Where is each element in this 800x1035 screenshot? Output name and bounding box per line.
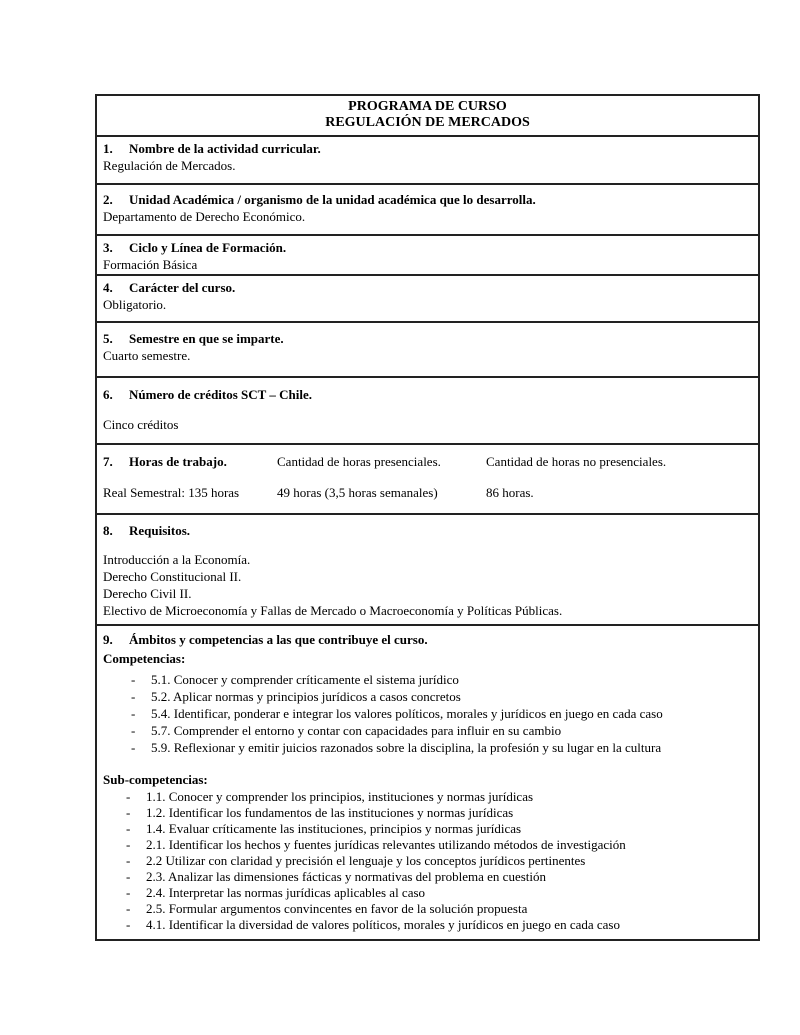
blank-line xyxy=(103,403,750,416)
section-heading xyxy=(103,522,750,539)
section-heading xyxy=(103,386,750,403)
section-heading xyxy=(103,239,750,256)
subcompetencia-item xyxy=(103,901,750,917)
section-ambitos-competencias xyxy=(97,624,758,939)
subcompetencia-text: 1.2. Identificar los fundamentos de las instituciones y normas jurídicas xyxy=(146,805,514,820)
course-program-table xyxy=(95,94,760,941)
horas-no-presenciales-header: Cantidad de horas no presenciales. xyxy=(486,454,667,469)
section-number: 6. xyxy=(103,387,113,402)
subcompetencia-text: 2.1. Identificar los hechos y fuentes jurídicas relevantes utilizando métodos de investigación xyxy=(146,837,626,852)
subcompetencias-label: Sub-competencias: xyxy=(103,772,208,787)
section-unidad-academica xyxy=(97,183,758,234)
requisito-item: Derecho Constitucional II. xyxy=(103,569,242,584)
section-title: Semestre en que se imparte. xyxy=(129,331,284,346)
section-semestre xyxy=(97,321,758,376)
section-value: Formación Básica xyxy=(103,257,198,272)
requisito-item: Electivo de Microeconomía y Fallas de Mercado o Macroeconomía y Políticas Públicas. xyxy=(103,603,563,618)
competencia-item xyxy=(103,705,750,722)
subcompetencia-item xyxy=(103,821,750,837)
dash-bullet: - xyxy=(131,740,136,755)
section-nombre-actividad xyxy=(97,135,758,183)
dash-bullet: - xyxy=(126,853,131,868)
subcompetencia-text: 2.5. Formular argumentos convincentes en favor de la solución propuesta xyxy=(146,901,528,916)
horas-presenciales-value: 49 horas (3,5 horas semanales) xyxy=(277,485,438,500)
section-value: Cuarto semestre. xyxy=(103,348,191,363)
dash-bullet: - xyxy=(126,869,131,884)
section-number: 4. xyxy=(103,280,113,295)
horas-no-presenciales-value: 86 horas. xyxy=(486,485,534,500)
section-title: Unidad Académica / organismo de la unidad académica que lo desarrolla. xyxy=(129,192,536,207)
dash-bullet: - xyxy=(126,805,131,820)
dash-bullet: - xyxy=(131,672,136,687)
subcompetencia-item xyxy=(103,917,750,933)
subcompetencia-item xyxy=(103,837,750,853)
subcompetencia-text: 2.4. Interpretar las normas jurídicas aplicables al caso xyxy=(146,885,426,900)
dash-bullet: - xyxy=(126,901,131,916)
subcompetencia-item xyxy=(103,789,750,805)
competencia-item xyxy=(103,739,750,756)
section-heading xyxy=(103,279,750,296)
subcompetencia-item xyxy=(103,885,750,901)
section-number: 2. xyxy=(103,192,113,207)
dash-bullet: - xyxy=(131,706,136,721)
competencia-item xyxy=(103,722,750,739)
competencias-label: Competencias: xyxy=(103,651,186,666)
requisito-item: Introducción a la Economía. xyxy=(103,552,251,567)
section-creditos xyxy=(97,376,758,443)
dash-bullet: - xyxy=(126,837,131,852)
section-requisitos xyxy=(97,513,758,624)
section-title: Número de créditos SCT – Chile. xyxy=(129,387,312,402)
table-header xyxy=(97,96,758,135)
section-title: Nombre de la actividad curricular. xyxy=(129,141,321,156)
section-value: Regulación de Mercados. xyxy=(103,158,236,173)
section-number: 7. xyxy=(103,454,113,469)
horas-header-row xyxy=(103,453,750,470)
dash-bullet: - xyxy=(126,885,131,900)
dash-bullet: - xyxy=(131,723,136,738)
requisitos-list xyxy=(103,551,750,619)
section-horas-trabajo xyxy=(97,443,758,513)
blank-line xyxy=(103,539,750,551)
section-ciclo-linea xyxy=(97,234,758,274)
subcompetencia-item xyxy=(103,805,750,821)
section-value: Cinco créditos xyxy=(103,417,179,432)
subcompetencia-text: 1.1. Conocer y comprender los principios, instituciones y normas jurídicas xyxy=(146,789,534,804)
dash-bullet: - xyxy=(131,689,136,704)
horas-presenciales-header: Cantidad de horas presenciales. xyxy=(277,454,441,469)
section-title: Carácter del curso. xyxy=(129,280,236,295)
subcompetencia-item xyxy=(103,853,750,869)
section-title: Ciclo y Línea de Formación. xyxy=(129,240,287,255)
subcompetencias-list xyxy=(103,789,750,933)
section-caracter-curso xyxy=(97,274,758,321)
section-heading xyxy=(103,330,750,347)
section-heading xyxy=(103,140,750,157)
section-number: 8. xyxy=(103,523,113,538)
competencia-text: 5.4. Identificar, ponderar e integrar los valores políticos, morales y jurídicos en juego en cada caso xyxy=(151,706,663,721)
blank-line xyxy=(103,470,750,484)
horas-values-row xyxy=(103,484,750,501)
section-number: 3. xyxy=(103,240,113,255)
competencia-item xyxy=(103,688,750,705)
section-number: 5. xyxy=(103,331,113,346)
section-number: 1. xyxy=(103,141,113,156)
section-value: Obligatorio. xyxy=(103,297,167,312)
doc-title-line2: REGULACIÓN DE MERCADOS xyxy=(325,114,530,130)
dash-bullet: - xyxy=(126,821,131,836)
subcompetencia-text: 2.3. Analizar las dimensiones fácticas y normativas del problema en cuestión xyxy=(146,869,546,884)
doc-title-line1: PROGRAMA DE CURSO xyxy=(348,99,507,114)
section-title: Ámbitos y competencias a las que contribuye el curso. xyxy=(129,632,428,647)
subcompetencia-text: 2.2 Utilizar con claridad y precisión el lenguaje y los conceptos jurídicos pertinentes xyxy=(146,853,586,868)
section-title: Requisitos. xyxy=(129,523,191,538)
subcompetencia-item xyxy=(103,869,750,885)
competencia-text: 5.2. Aplicar normas y principios jurídicos a casos concretos xyxy=(151,689,461,704)
requisito-item: Derecho Civil II. xyxy=(103,586,192,601)
section-heading xyxy=(103,631,750,648)
horas-semestral-value: Real Semestral: 135 horas xyxy=(103,485,240,500)
section-title: Horas de trabajo. xyxy=(129,454,227,469)
competencia-text: 5.9. Reflexionar y emitir juicios razonados sobre la disciplina, la profesión y su lugar en la cultura xyxy=(151,740,662,755)
dash-bullet: - xyxy=(126,789,131,804)
competencia-item xyxy=(103,671,750,688)
subcompetencia-text: 1.4. Evaluar críticamente las instituciones, principios y normas jurídicas xyxy=(146,821,522,836)
subcompetencia-text: 4.1. Identificar la diversidad de valores políticos, morales y jurídicos en juego en cada caso xyxy=(146,917,620,932)
section-number: 9. xyxy=(103,632,113,647)
section-value: Departamento de Derecho Económico. xyxy=(103,209,306,224)
section-heading xyxy=(103,191,750,208)
competencia-text: 5.7. Comprender el entorno y contar con capacidades para influir en su cambio xyxy=(151,723,562,738)
competencias-list xyxy=(103,671,750,756)
section-heading xyxy=(103,453,277,470)
dash-bullet: - xyxy=(126,917,131,932)
competencia-text: 5.1. Conocer y comprender críticamente el sistema jurídico xyxy=(151,672,459,687)
blank-line xyxy=(103,756,750,769)
